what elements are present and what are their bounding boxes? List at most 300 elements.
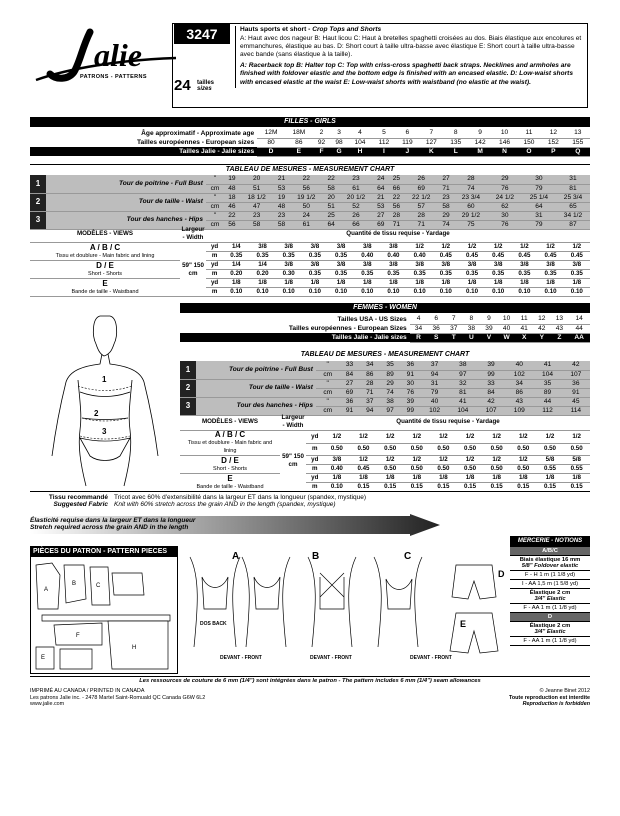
table-cell: 52 (339, 202, 373, 211)
table-cell: 61 (289, 220, 323, 229)
table-cell: yd (206, 243, 223, 252)
table-cell: X (515, 333, 533, 342)
table-cell: 0.20 (249, 270, 275, 279)
women-measurement-table (180, 361, 590, 416)
table-cell: 0.35 (380, 270, 406, 279)
table-cell: yd (206, 261, 223, 270)
table-cell: 99 (477, 370, 505, 379)
table-cell: 3/8 (433, 261, 459, 270)
table-cell: MODÈLES - VIEWS (180, 414, 280, 431)
table-cell: 42 (533, 324, 551, 333)
table-cell: 1/2 (563, 431, 590, 444)
table-cell: 48 (274, 202, 290, 211)
table-cell: 3 (180, 397, 196, 415)
table-cell: 40 (498, 324, 516, 333)
table-row (30, 226, 590, 243)
table-cell: 1/2 (403, 456, 430, 465)
table-cell: 1/4 (249, 261, 275, 270)
table-cell: 3/8 (328, 243, 354, 252)
table-cell: 0.40 (407, 252, 433, 261)
table-cell: m (206, 270, 223, 279)
table-cell: 39 (400, 397, 420, 406)
table-cell: " (206, 193, 224, 202)
table-cell: 0.45 (350, 465, 377, 474)
table-cell: 31 (556, 175, 590, 184)
table-cell: 10 (498, 315, 516, 324)
table-cell: 1/2 (537, 243, 563, 252)
girls-yardage-table (30, 226, 590, 297)
table-cell: 9 (468, 129, 492, 138)
table-cell: 3/8 (354, 243, 380, 252)
table-cell: 65 (556, 202, 590, 211)
table-cell: 43 (551, 324, 569, 333)
table-cell: 1/2 (537, 431, 564, 444)
table-cell: 13 (566, 129, 590, 138)
table-row (30, 129, 590, 138)
table-cell: 0.50 (430, 465, 457, 474)
table-cell: 94 (420, 370, 448, 379)
table-cell: 6 (396, 129, 419, 138)
table-cell: 0.10 (485, 288, 511, 297)
front-label-c: DEVANT - FRONT (410, 655, 452, 661)
table-cell: 5/8 (563, 456, 590, 465)
table-cell: G (330, 147, 348, 156)
table-row (30, 193, 590, 202)
desc-en: A: Racerback top B: Halter top C: Top with criss-cross spaghetti back straps. Necklines and armholes are finished with foldover elastic and the bottom edge is finished with an encased elastic. D: Low-waist shorts with encased elastic at the waist E: Low-waist shorts with waistband (no elastic at the waist). (240, 62, 574, 86)
table-cell: I (372, 147, 395, 156)
table-cell: 102 (420, 406, 448, 415)
table-cell: 1/8 (483, 474, 510, 483)
table-cell: 1/8 (350, 474, 377, 483)
table-cell: 3/8 (407, 261, 433, 270)
table-cell: 1/8 (223, 279, 249, 288)
table-cell: 79 (522, 184, 556, 193)
table-cell: 1/2 (407, 243, 433, 252)
table-cell: 28 (454, 175, 488, 184)
table-cell: 35 (380, 361, 400, 370)
table-row (180, 474, 590, 483)
table-cell: 0.10 (223, 288, 249, 297)
table-cell: 1/8 (433, 279, 459, 288)
table-cell: 3/8 (276, 243, 302, 252)
pattern-pieces-title: PIÈCES DU PATRON - PATTERN PIECES (30, 546, 178, 557)
table-cell: 0.15 (377, 483, 404, 492)
table-cell: 7 (445, 315, 463, 324)
table-cell: 64 (373, 184, 389, 193)
table-cell: 0.40 (354, 252, 380, 261)
table-cell: 62 (488, 202, 522, 211)
table-cell: 1/2 (510, 431, 537, 444)
table-cell: 0.35 (328, 252, 354, 261)
table-cell: 3/8 (276, 261, 302, 270)
table-cell: F (313, 147, 331, 156)
table-cell: A / B / C Tissu et doublure - Main fabric and lining (30, 243, 180, 261)
table-cell: 0.10 (324, 483, 351, 492)
table-cell: 25 (389, 175, 405, 184)
table-cell: 38 (449, 361, 477, 370)
table-cell: 0.50 (483, 465, 510, 474)
table-cell: 0.15 (350, 483, 377, 492)
back-label: DOS BACK (200, 621, 227, 627)
table-cell: 1/8 (537, 279, 563, 288)
table-cell: 0.50 (403, 465, 430, 474)
table-cell: 24 (373, 175, 389, 184)
table-cell: 22 (323, 175, 339, 184)
table-cell: 71 (438, 184, 454, 193)
table-cell: 66 (339, 220, 373, 229)
table-cell: 3/8 (459, 261, 485, 270)
table-row (180, 379, 590, 388)
table-cell: 79 (420, 388, 448, 397)
table-cell: Quantité de tissu requise - Yardage (306, 414, 590, 431)
women-chart-bar: TABLEAU DE MESURES - MEASUREMENT CHART (180, 350, 590, 360)
table-row (180, 324, 590, 333)
table-cell: Tailles Jalie - Jalie sizes (180, 333, 410, 342)
table-cell: 0.50 (324, 443, 351, 456)
view-d-label: D (498, 569, 505, 579)
table-cell: 0.10 (537, 288, 563, 297)
table-cell: 58 (438, 202, 454, 211)
table-cell: 69 (339, 388, 359, 397)
table-cell: 0.35 (302, 252, 328, 261)
table-cell: E Bande de taille - Waistband (180, 474, 280, 492)
table-cell: 1/2 (483, 456, 510, 465)
table-cell: 0.35 (276, 252, 302, 261)
table-cell: 47 (240, 202, 274, 211)
table-cell: 8 (463, 315, 481, 324)
table-cell: 53 (274, 184, 290, 193)
stretch-text: Élasticité requise dans la largeur ET dans la longueur Stretch required across the grain AND in the length (30, 517, 196, 531)
table-cell: 1/8 (407, 279, 433, 288)
table-cell: 46 (224, 202, 240, 211)
table-cell: 33 (339, 361, 359, 370)
table-cell: 0.35 (511, 270, 537, 279)
table-cell: 58 (240, 220, 274, 229)
table-cell: 29 (438, 211, 454, 220)
table-cell: 37 (360, 397, 380, 406)
table-cell: 1/2 (485, 243, 511, 252)
table-cell: 56 (224, 220, 240, 229)
table-cell: 11 (517, 129, 541, 138)
table-cell: 27 (438, 175, 454, 184)
table-cell: 127 (419, 138, 443, 147)
table-cell: " (316, 397, 339, 406)
table-cell: E Bande de taille - Waistband (30, 279, 180, 297)
table-cell: 1/8 (249, 279, 275, 288)
girls-chart-bar: TABLEAU DE MESURES - MEASUREMENT CHART (30, 164, 590, 174)
table-cell: 71 (404, 220, 438, 229)
table-row (30, 279, 590, 288)
table-cell: 81 (449, 388, 477, 397)
notions-panel: MERCERIE - NOTIONS A/B/C Biais élastique 16 mm 5/8" Foldover elastic F - H 1 m (1 1/8 yd) I - AA 1,5 m (1 5/8 yd) Élastique 2 cm 3/4" Elastic F - AA 1 m (1 1/8 yd) D Élastique 2 cm 3/4" Elastic F - AA 1 m (1 1/8 yd) (510, 536, 590, 646)
table-cell: yd (306, 431, 324, 444)
table-cell: 28 (404, 211, 438, 220)
table-cell: 25 1/4 (522, 193, 556, 202)
table-cell: 34 (505, 379, 533, 388)
table-cell: 3/8 (302, 243, 328, 252)
table-cell: 10 (492, 129, 516, 138)
table-cell: 1/8 (510, 474, 537, 483)
brand-tagline: PATRONS - PATTERNS (80, 74, 147, 80)
table-cell: Largeur - Width (281, 414, 305, 429)
table-cell: 1/4 (223, 261, 249, 270)
svg-text:F: F (76, 633, 80, 639)
table-cell: 1/8 (563, 474, 590, 483)
table-cell: 12 (541, 129, 565, 138)
table-cell: 0.10 (511, 288, 537, 297)
table-cell: 1/8 (430, 474, 457, 483)
table-cell: 22 (389, 193, 405, 202)
table-cell: 29 (380, 379, 400, 388)
table-cell: 64 (522, 202, 556, 211)
table-cell: 1/2 (457, 431, 484, 444)
table-cell: 44 (533, 397, 561, 406)
table-cell: 23 (240, 211, 274, 220)
table-cell: 0.10 (433, 288, 459, 297)
table-cell: 53 (373, 202, 389, 211)
table-cell: 0.35 (354, 270, 380, 279)
table-row (180, 414, 590, 431)
table-cell: Tailles USA - US Sizes (337, 315, 407, 323)
table-cell: 9 (480, 315, 498, 324)
svg-text:C: C (96, 583, 101, 589)
table-cell: cm (316, 370, 339, 379)
size-count: 24 (174, 77, 191, 94)
table-cell: 0.35 (223, 252, 249, 261)
girls-measurement-table (30, 175, 590, 230)
table-cell: 86 (505, 388, 533, 397)
table-cell: K (419, 147, 443, 156)
table-cell: H (348, 147, 372, 156)
table-cell: 76 (400, 388, 420, 397)
table-cell: 42 (477, 397, 505, 406)
table-cell: Tour de taille - Waist (196, 379, 316, 397)
table-cell: 89 (533, 388, 561, 397)
table-cell: 40 (505, 361, 533, 370)
svg-text:alie: alie (94, 37, 142, 73)
table-cell: 84 (477, 388, 505, 397)
table-cell: 0.35 (433, 270, 459, 279)
table-cell: 0.35 (459, 270, 485, 279)
table-cell: 20 1/2 (339, 193, 373, 202)
header-description (235, 26, 587, 88)
views-illustration (180, 547, 510, 667)
body-measurement-figure (40, 306, 175, 491)
table-cell: 80 (257, 138, 285, 147)
table-cell: Largeur - Width (181, 226, 205, 241)
table-cell: yd (206, 279, 223, 288)
table-cell: 23 3/4 (454, 193, 488, 202)
table-cell: 0.50 (350, 443, 377, 456)
table-cell: 18 1/2 (240, 193, 274, 202)
table-cell: 0.35 (564, 270, 590, 279)
table-cell: 0.10 (407, 288, 433, 297)
table-cell: 0.55 (563, 465, 590, 474)
table-cell: 27 (339, 379, 359, 388)
table-cell: Tailles européennes - European sizes (137, 138, 255, 146)
table-cell: 57 (404, 202, 438, 211)
table-cell: A / B / C Tissu et doublure - Main fabric and lining (180, 431, 280, 456)
table-cell: 3/8 (302, 261, 328, 270)
table-cell: 79 (522, 220, 556, 229)
table-cell: 1 (180, 361, 196, 379)
table-cell: 44 (568, 324, 590, 333)
table-cell: 71 (389, 220, 405, 229)
table-cell: 0.45 (433, 252, 459, 261)
table-cell: 0.15 (403, 483, 430, 492)
table-cell: Tour des hanches - Hips (196, 397, 316, 415)
view-a-label: A (232, 551, 240, 562)
table-cell: 37 (445, 324, 463, 333)
table-cell: yd (306, 474, 324, 483)
table-cell: 81 (556, 184, 590, 193)
table-row (180, 361, 590, 370)
table-cell: 43 (505, 397, 533, 406)
title-fr: Hauts sports et short - (240, 26, 313, 33)
women-bar: FEMMES - WOMEN (180, 303, 590, 313)
table-cell: cm (206, 202, 224, 211)
table-cell: 36 (400, 361, 420, 370)
table-row (30, 138, 590, 147)
table-cell: 0.30 (276, 270, 302, 279)
table-cell: 50 (289, 202, 323, 211)
table-cell: 66 (389, 184, 405, 193)
table-cell: " (316, 361, 339, 370)
table-cell: Tour de taille - Waist (46, 193, 206, 211)
table-cell: 1/8 (403, 474, 430, 483)
svg-text:E: E (41, 655, 46, 661)
table-cell: 0.50 (510, 443, 537, 456)
table-cell: 0.50 (483, 443, 510, 456)
table-cell: 71 (360, 388, 380, 397)
table-cell: 56 (389, 202, 405, 211)
table-cell: 1/2 (430, 456, 457, 465)
table-cell: 109 (505, 406, 533, 415)
table-cell: 26 (404, 175, 438, 184)
table-cell: 23 (339, 175, 373, 184)
table-cell: 1/4 (223, 243, 249, 252)
table-cell: 0.50 (537, 443, 564, 456)
table-cell: cm (316, 406, 339, 415)
table-cell: 0.50 (457, 465, 484, 474)
table-cell: 74 (380, 388, 400, 397)
table-cell: 1/2 (350, 456, 377, 465)
table-cell: Tailles Jalie - Jalie sizes (30, 147, 257, 156)
table-row (30, 175, 590, 184)
table-cell: 0.35 (302, 270, 328, 279)
view-b-label: B (312, 551, 320, 562)
table-cell: 1/2 (377, 456, 404, 465)
table-cell: 1/8 (328, 279, 354, 288)
table-cell: 1/8 (324, 474, 351, 483)
table-cell: " (206, 175, 224, 184)
table-cell: 0.15 (430, 483, 457, 492)
table-cell: 102 (505, 370, 533, 379)
table-cell: 14 (568, 315, 590, 324)
table-cell: 39 (480, 324, 498, 333)
title-en: Crop Tops and Shorts (312, 26, 382, 33)
table-cell: 1/8 (380, 279, 406, 288)
table-cell: S (427, 333, 445, 342)
table-cell: R (410, 333, 428, 342)
table-cell: 92 (313, 138, 331, 147)
table-cell: 2 (30, 193, 46, 211)
table-cell: 34 1/2 (556, 211, 590, 220)
table-cell: 114 (562, 406, 590, 415)
women-yardage-table (180, 414, 590, 492)
table-cell: 30 (488, 211, 522, 220)
table-cell: 1/8 (457, 474, 484, 483)
table-cell: m (306, 465, 324, 474)
table-cell: 45 (562, 397, 590, 406)
table-cell: 0.55 (537, 465, 564, 474)
table-cell: 104 (533, 370, 561, 379)
table-cell: 25 (323, 211, 339, 220)
girls-size-table (30, 129, 590, 157)
table-cell: D (257, 147, 285, 156)
table-cell: U (463, 333, 481, 342)
table-cell: 76 (488, 184, 522, 193)
table-cell: 74 (438, 220, 454, 229)
table-cell: 5 (372, 129, 395, 138)
table-cell: 3/8 (511, 261, 537, 270)
svg-text:B: B (72, 581, 77, 587)
table-cell: 1/2 (457, 456, 484, 465)
table-cell: 1/2 (483, 431, 510, 444)
table-cell: 84 (339, 370, 359, 379)
table-cell: 0.45 (564, 252, 590, 261)
svg-text:1: 1 (102, 375, 107, 384)
table-row (180, 456, 590, 465)
table-cell: 3/8 (537, 261, 563, 270)
table-cell: 1/2 (403, 431, 430, 444)
table-cell: 3 (330, 129, 348, 138)
table-cell: 97 (380, 406, 400, 415)
table-cell: 51 (240, 184, 274, 193)
table-cell: " (206, 211, 224, 220)
table-cell: 20 (240, 175, 274, 184)
size-label: tailles sizes (197, 80, 215, 92)
table-cell: 1/2 (459, 243, 485, 252)
table-cell: 152 (541, 138, 565, 147)
pattern-pieces-diagram (32, 559, 176, 672)
table-cell: 0.40 (380, 252, 406, 261)
table-cell: 1/8 (564, 279, 590, 288)
table-cell: 76 (488, 220, 522, 229)
table-cell: 41 (449, 397, 477, 406)
table-cell: 91 (339, 406, 359, 415)
table-cell: 28 (360, 379, 380, 388)
table-cell: 22 1/2 (404, 193, 438, 202)
table-cell: m (206, 252, 223, 261)
table-cell: 3/8 (564, 261, 590, 270)
table-cell: 1/8 (302, 279, 328, 288)
table-cell: 18 (224, 193, 240, 202)
front-label-a: DEVANT - FRONT (220, 655, 262, 661)
table-cell: 48 (224, 184, 240, 193)
table-cell: 22 (224, 211, 240, 220)
table-cell: 32 (449, 379, 477, 388)
table-cell: 1/2 (324, 431, 351, 444)
table-cell: 25 3/4 (556, 193, 590, 202)
table-cell: 3/8 (328, 261, 354, 270)
table-cell: 0.50 (563, 443, 590, 456)
table-cell: yd (306, 456, 324, 465)
table-cell: 51 (323, 202, 339, 211)
table-cell: 19 1/2 (289, 193, 323, 202)
table-row (30, 147, 590, 156)
table-cell: 61 (339, 184, 373, 193)
